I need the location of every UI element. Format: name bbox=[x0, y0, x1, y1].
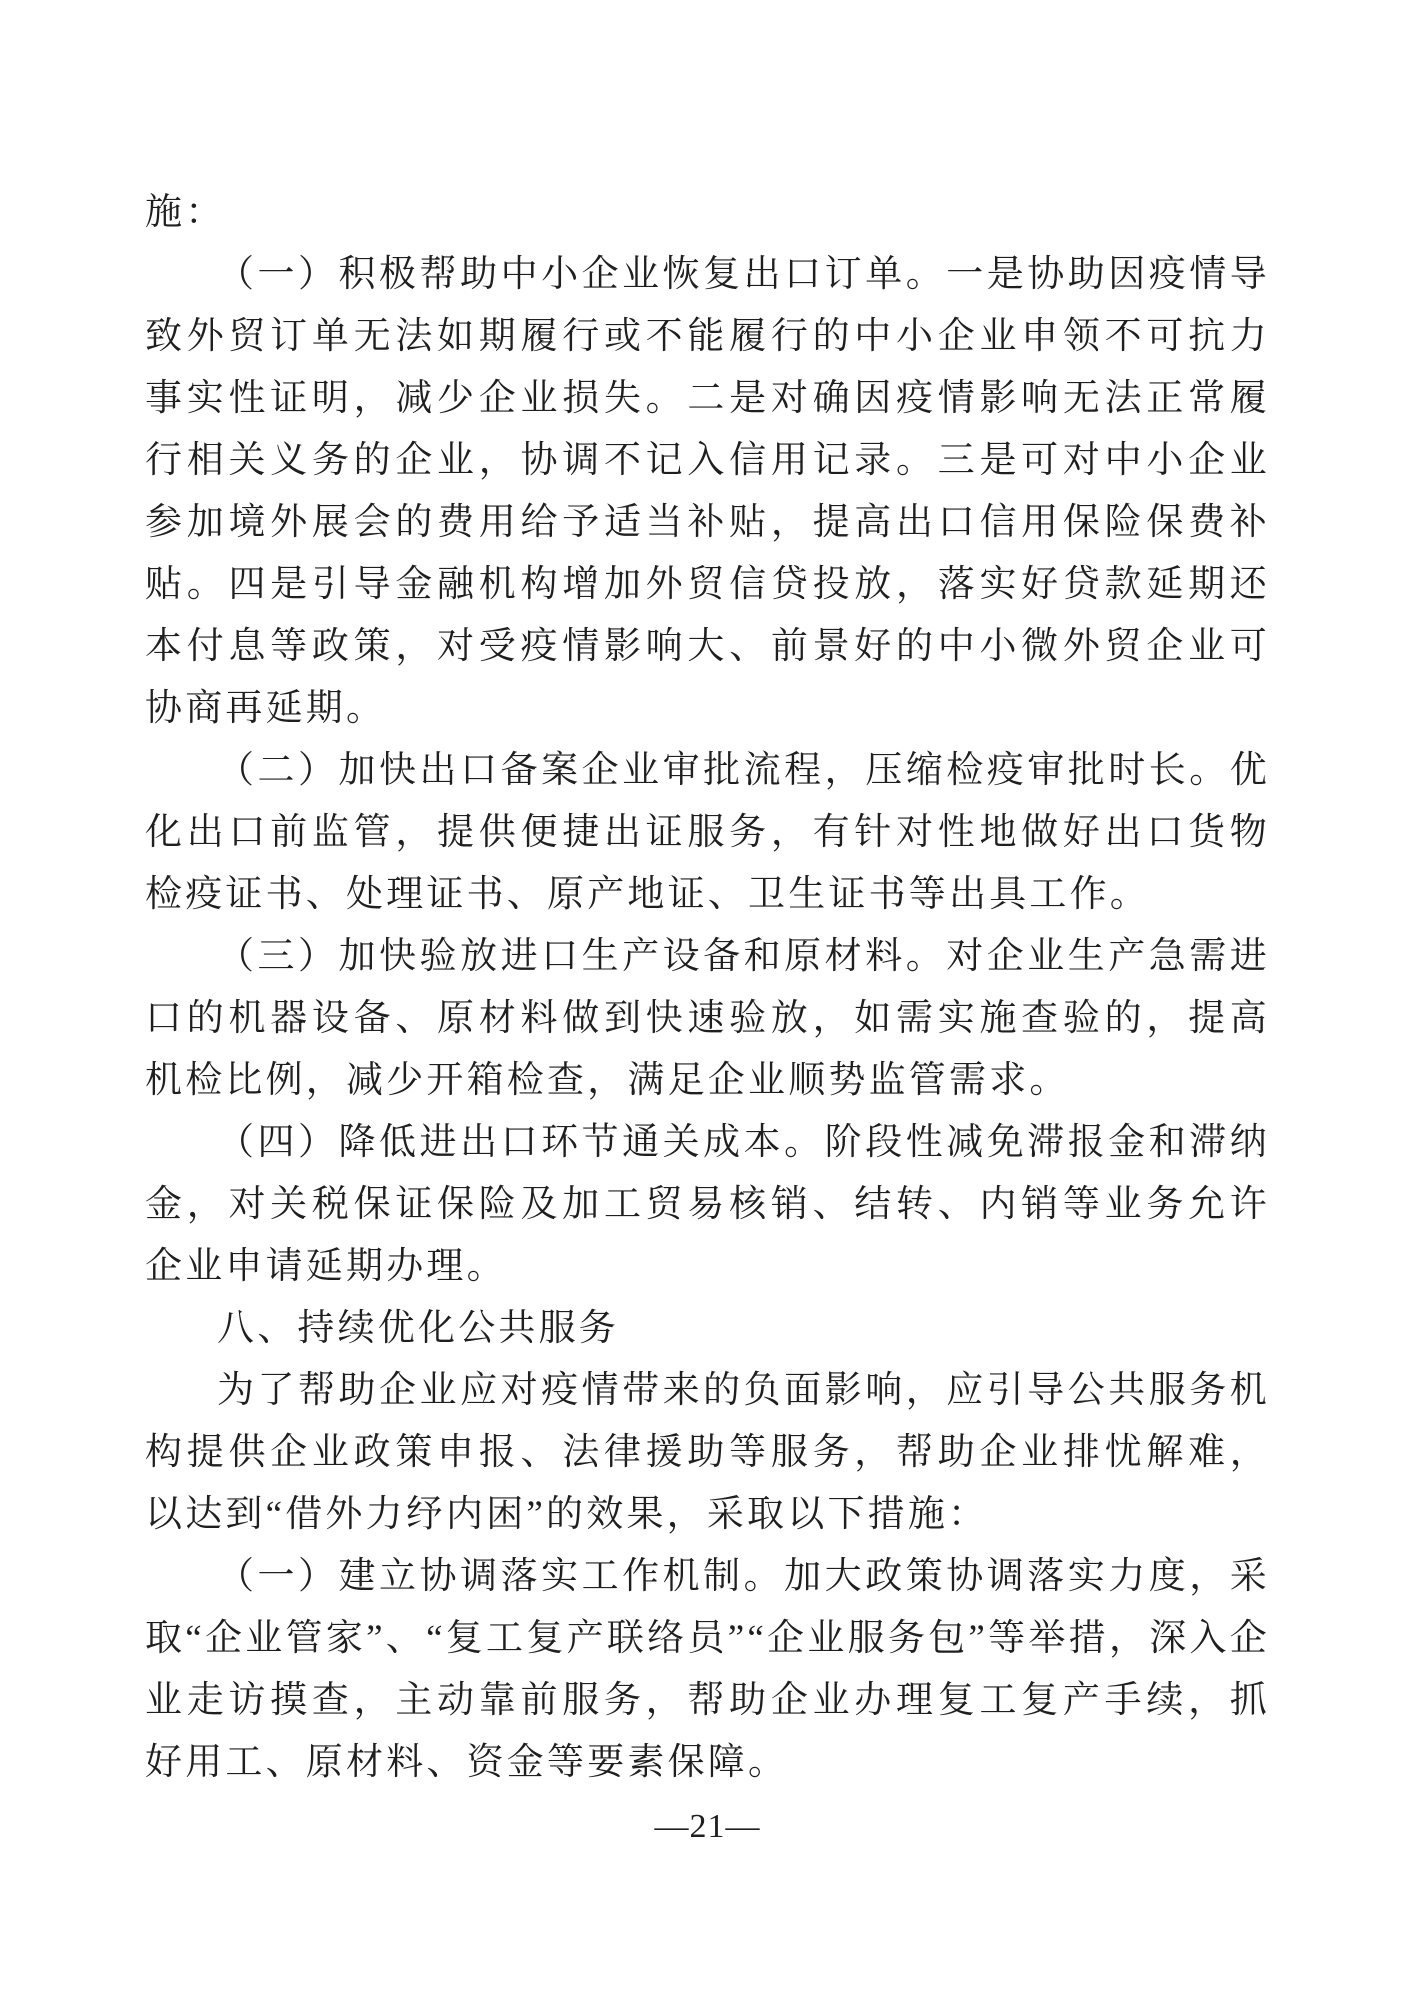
section-heading: 八、持续优化公共服务 bbox=[217, 1308, 619, 1349]
paragraph-item-3: （三）加快验放进口生产设备和原材料。对企业生产急需进口的机器设备、原材料做到快速验放，如需实施查验的，提高机检比例，减少开箱检查，满足企业顺势监管需求。 bbox=[145, 936, 1270, 1101]
page-number: —21— bbox=[654, 1808, 761, 1845]
paragraph-body-7: （一）建立协调落实工作机制。加大政策协调落实力度，采取“企业管家”、“复工复产联络员”“企业服务包”等举措，深入企业走访摸查，主动靠前服务，帮助企业办理复工复产手续，抓好用工、原材料、资金等要素保障。 bbox=[145, 1556, 1270, 1783]
paragraph-item-4: （四）降低进出口环节通关成本。阶段性减免滞报金和滞纳金，对关税保证保险及加工贸易核销、结转、内销等业务允许企业申请延期办理。 bbox=[145, 1122, 1270, 1287]
document-body bbox=[145, 182, 1270, 1794]
paragraph-continuation: 施： bbox=[145, 192, 226, 233]
paragraph-body-6: 为了帮助企业应对疫情带来的负面影响，应引导公共服务机构提供企业政策申报、法律援助等服务，帮助企业排忧解难，以达到“借外力纾内困”的效果，采取以下措施： bbox=[145, 1370, 1270, 1535]
paragraph-item-1: （一）积极帮助中小企业恢复出口订单。一是协助因疫情导致外贸订单无法如期履行或不能履行的中小企业申领不可抗力事实性证明，减少企业损失。二是对确因疫情影响无法正常履行相关义务的企业，协调不记入信用记录。三是可对中小企业参加境外展会的费用给予适当补贴，提高出口信用保险保费补贴。四是引导金融机构增加外贸信贷投放，落实好贷款延期还本付息等政策，对受疫情影响大、前景好的中小微外贸企业可协商再延期。 bbox=[145, 254, 1270, 729]
paragraph-item-2: （二）加快出口备案企业审批流程，压缩检疫审批时长。优化出口前监管，提供便捷出证服务，有针对性地做好出口货物检疫证书、处理证书、原产地证、卫生证书等出具工作。 bbox=[145, 750, 1270, 915]
